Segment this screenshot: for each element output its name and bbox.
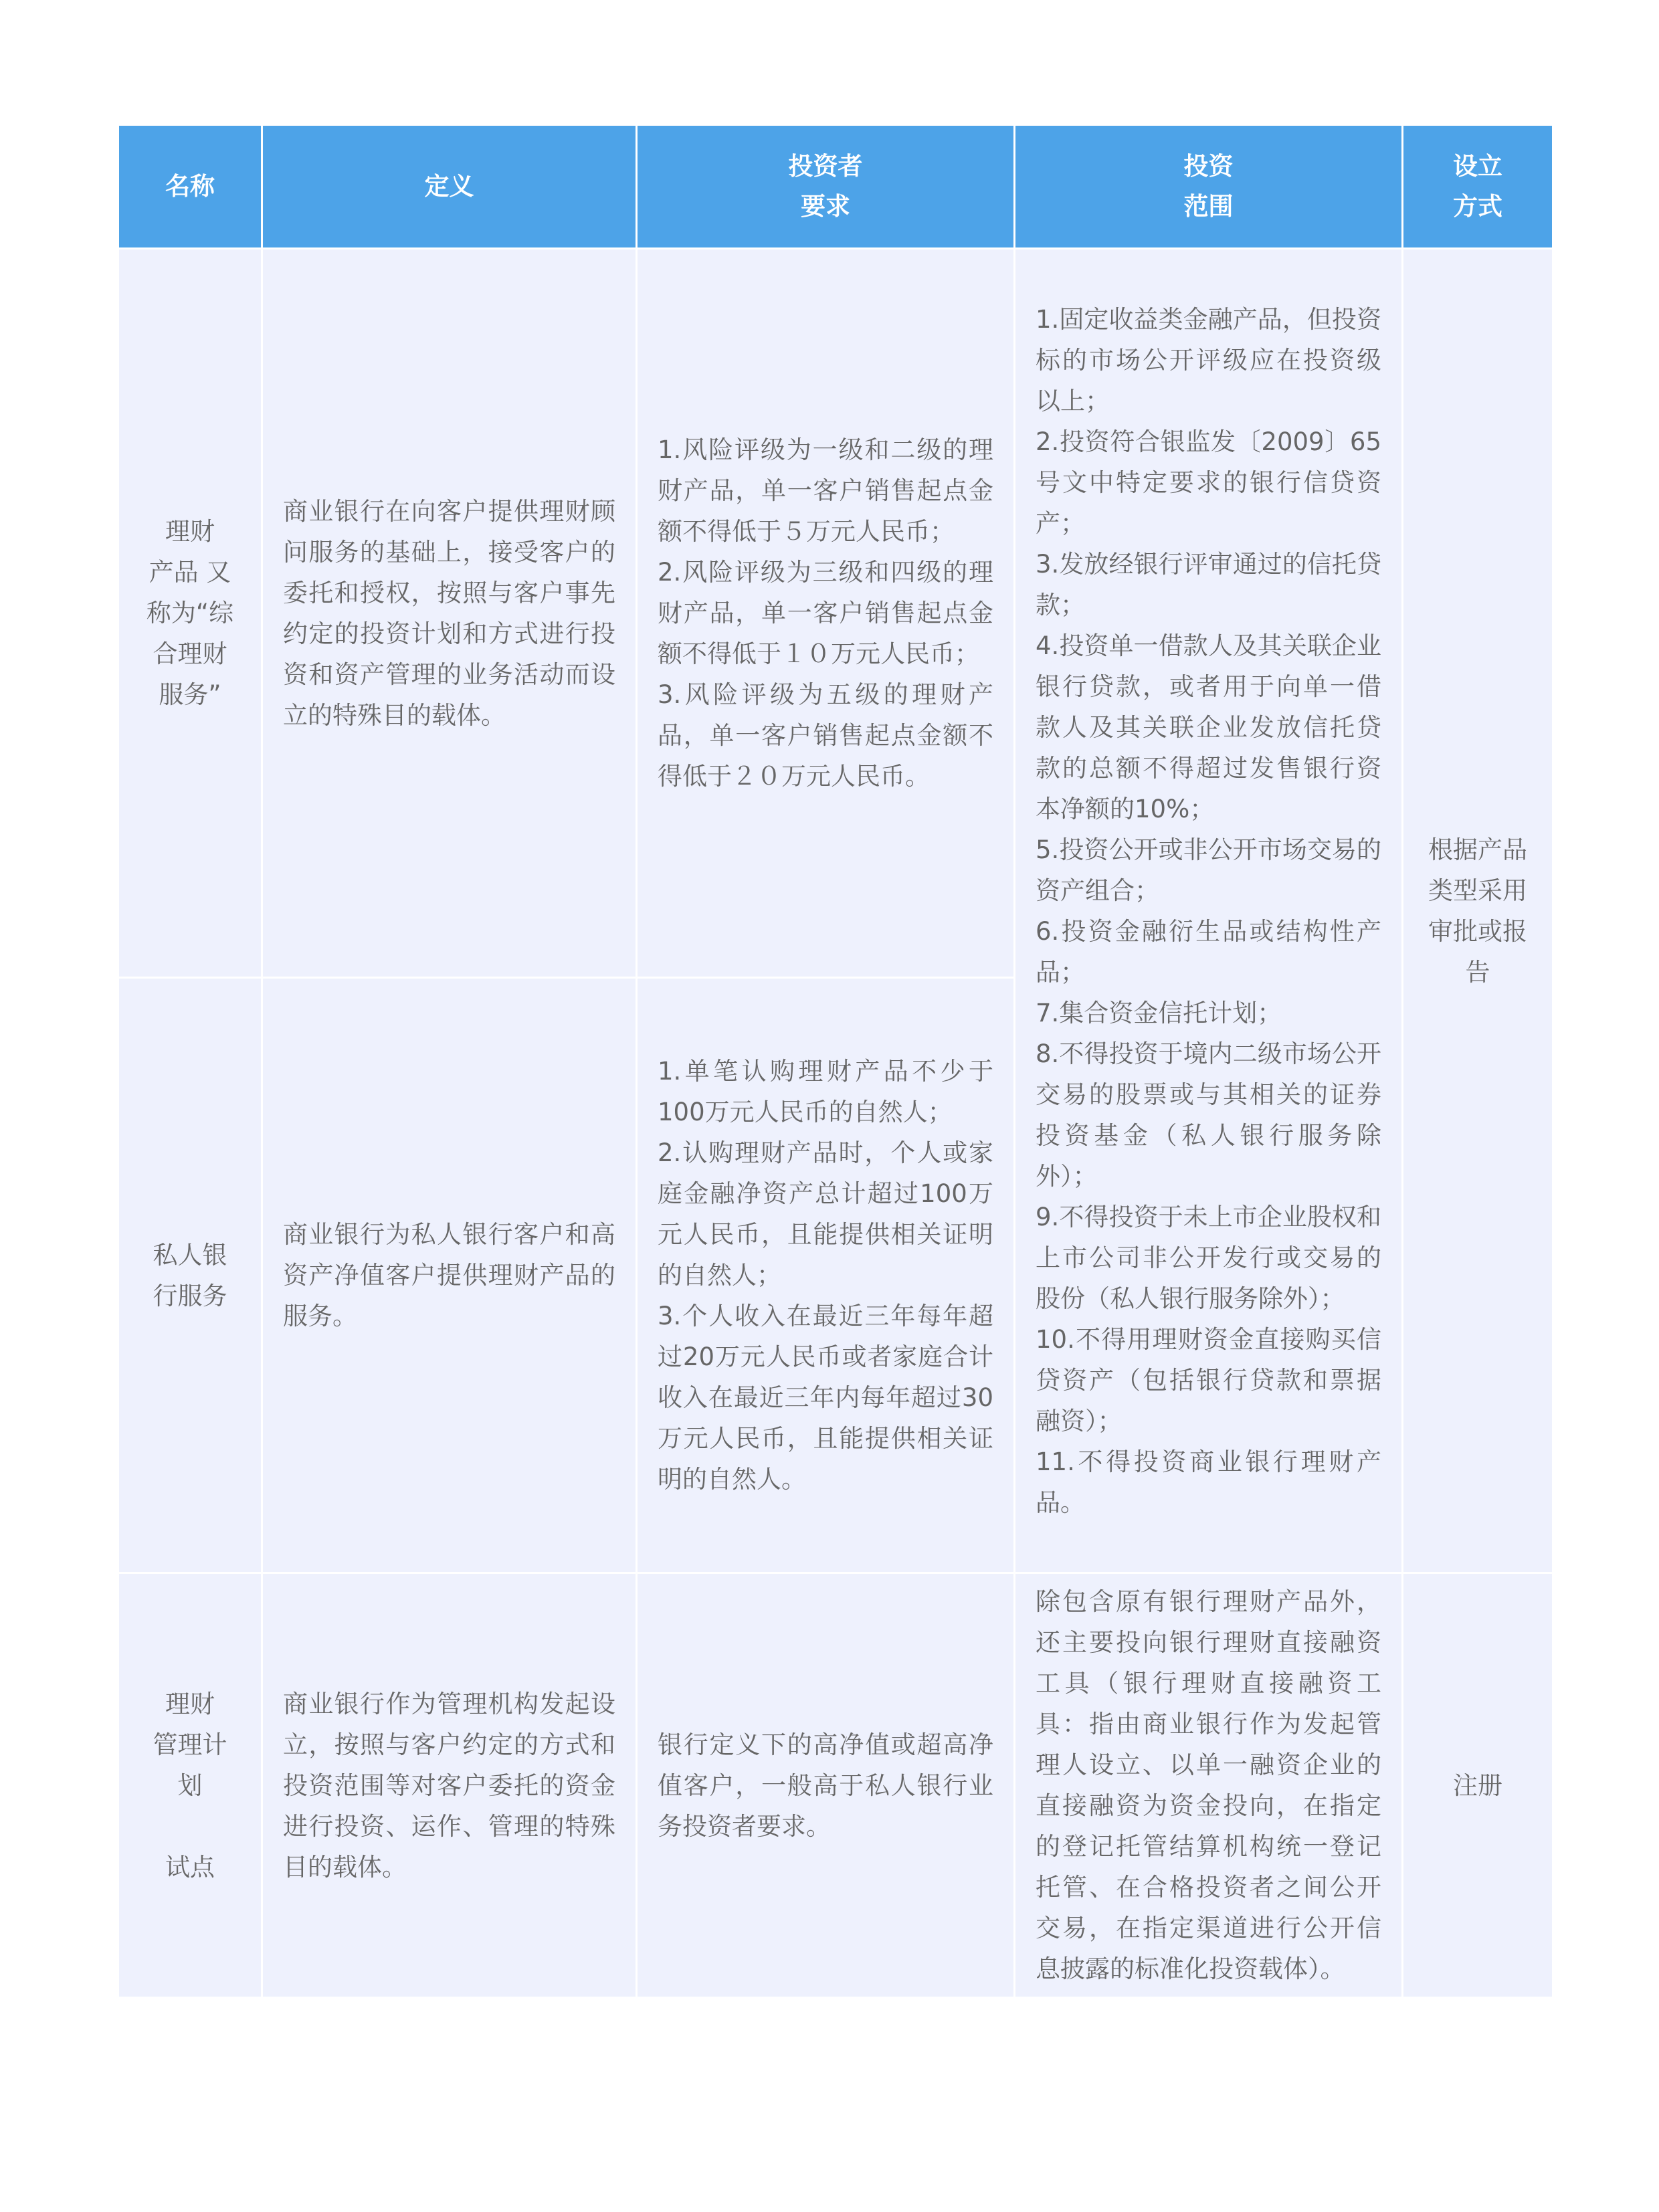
header-definition: 定义 — [262, 125, 637, 249]
row2-investor-requirement: 1.单笔认购理财产品不少于100万元人民币的自然人； 2.认购理财产品时，个人或家庭金融净资产总计超过100万元人民币，且能提供相关证明的自然人； 3.个人收入在最近三年每年超过20万元人民币或者家庭合计收入在最近三年内每年超过30万元人民币，且能提供相关证明的自然人。 — [637, 978, 1015, 1573]
row-wealth-product — [118, 249, 1553, 978]
scope-item: 1.固定收益类金融产品，但投资标的市场公开评级应在投资级以上； — [1036, 304, 1381, 415]
row-wealth-management-plan — [118, 1573, 1553, 1998]
scope-item: 10.不得用理财资金直接购买信贷资产（包括银行贷款和票据融资）； — [1036, 1324, 1381, 1435]
shared-investment-scope — [1015, 249, 1403, 1573]
row2-definition: 商业银行为私人银行客户和高资产净值客户提供理财产品的服务。 — [262, 978, 637, 1573]
scope-list — [1036, 299, 1381, 1523]
scope-item: 7.集合资金信托计划； — [1036, 998, 1282, 1027]
scope-item: 5.投资公开或非公开市场交易的资产组合； — [1036, 835, 1381, 905]
products-comparison-table — [117, 124, 1554, 1999]
row3-investment-scope: 除包含原有银行理财产品外，还主要投向银行理财直接融资工具（银行理财直接融资工具：指由商业银行作为发起管理人设立、以单一融资企业的直接融资为资金投向，在指定的登记托管结算机构统一登记托管、在合格投资者之间公开交易，在指定渠道进行公开信息披露的标准化投资载体）。 — [1015, 1573, 1403, 1998]
header-name: 名称 — [118, 125, 262, 249]
row1-investor-requirement: 1.风险评级为一级和二级的理财产品，单一客户销售起点金额不得低于５万元人民币； 2.风险评级为三级和四级的理财产品，单一客户销售起点金额不得低于１０万元人民币； 3.风险评级为五级的理财产品，单一客户销售起点金额不得低于２０万元人民币。 — [637, 249, 1015, 978]
scope-item: 9.不得投资于未上市企业股权和上市公司非公开发行或交易的股份（私人银行服务除外）； — [1036, 1202, 1381, 1313]
row3-establishment-method: 注册 — [1403, 1573, 1553, 1998]
scope-item: 8.不得投资于境内二级市场公开交易的股票或与其相关的证券投资基金（私人银行服务除外）； — [1036, 1039, 1381, 1191]
scope-item: 11.不得投资商业银行理财产品。 — [1036, 1447, 1381, 1517]
header-investor-requirement: 投资者 要求 — [637, 125, 1015, 249]
scope-item: 4.投资单一借款人及其关联企业银行贷款，或者用于向单一借款人及其关联企业发放信托贷款的总额不得超过发售银行资本净额的10%； — [1036, 631, 1381, 823]
row3-name: 理财 管理计 划 试点 — [118, 1573, 262, 1998]
row1-name: 理财 产品 又 称为“综 合理财 服务” — [118, 249, 262, 978]
scope-item: 2.投资符合银监发〔2009〕65号文中特定要求的银行信贷资产； — [1036, 427, 1381, 538]
header-establishment-method: 设立 方式 — [1403, 125, 1553, 249]
scope-item: 3.发放经银行评审通过的信托贷款； — [1036, 549, 1381, 619]
shared-establishment-method: 根据产品类型采用审批或报告 — [1403, 249, 1553, 1573]
row3-investor-requirement: 银行定义下的高净值或超高净值客户，一般高于私人银行业务投资者要求。 — [637, 1573, 1015, 1998]
row1-definition: 商业银行在向客户提供理财顾问服务的基础上，接受客户的委托和授权，按照与客户事先约定的投资计划和方式进行投资和资产管理的业务活动而设立的特殊目的载体。 — [262, 249, 637, 978]
row3-definition: 商业银行作为管理机构发起设立，按照与客户约定的方式和投资范围等对客户委托的资金进行投资、运作、管理的特殊目的载体。 — [262, 1573, 637, 1998]
header-investment-scope: 投资 范围 — [1015, 125, 1403, 249]
row2-name: 私人银 行服务 — [118, 978, 262, 1573]
header-row — [118, 125, 1553, 249]
scope-item: 6.投资金融衍生品或结构性产品； — [1036, 916, 1381, 987]
